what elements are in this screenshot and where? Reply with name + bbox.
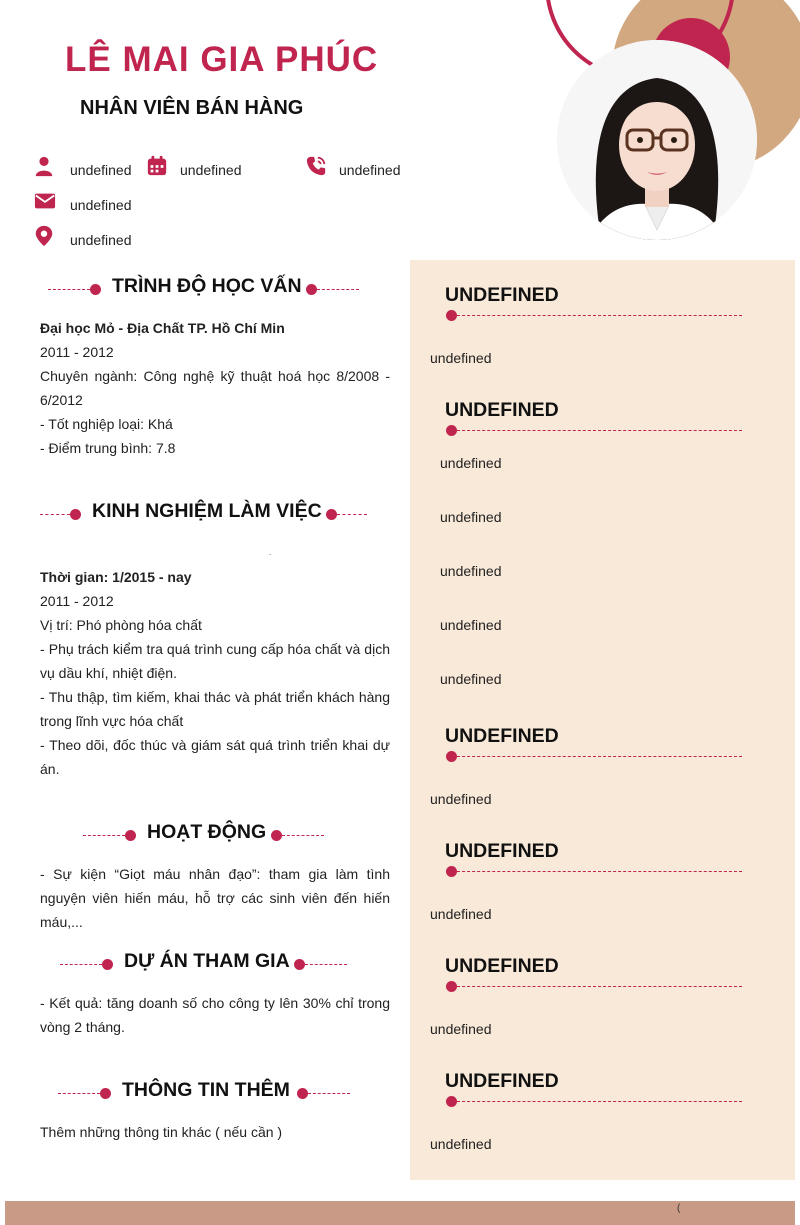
bullet-dot — [446, 981, 457, 992]
experience-duty: - Thu thập, tìm kiếm, khai thác và phát triển khách hàng trong lĩnh vực hóa chất — [40, 689, 390, 729]
bullet-dot — [297, 1088, 308, 1099]
right-panel — [410, 260, 795, 1180]
bullet-dot — [70, 509, 81, 520]
right-section-text: undefined — [430, 791, 492, 807]
experience-duty: - Theo dõi, đốc thúc và giám sát quá trình triển khai dự án. — [40, 737, 390, 777]
dashed-divider — [457, 756, 742, 757]
right-section-title: UNDEFINED — [445, 725, 559, 747]
section-title: THÔNG TIN THÊM — [122, 1079, 290, 1101]
right-list-item: undefined — [440, 617, 502, 633]
phone-icon — [305, 155, 327, 177]
education-rank: - Tốt nghiệp loại: Khá — [40, 416, 173, 432]
contact-birthday: undefined — [180, 162, 242, 178]
bullet-dot — [326, 509, 337, 520]
right-section-title: UNDEFINED — [445, 284, 559, 306]
section-heading-extra — [58, 1079, 350, 1109]
experience-content — [40, 565, 390, 781]
extra-content — [40, 1120, 390, 1144]
right-list-item: undefined — [440, 509, 502, 525]
experience-time: Thời gian: 1/2015 - nay — [40, 569, 192, 585]
right-list-item: undefined — [440, 455, 502, 471]
contact-address: undefined — [70, 232, 132, 248]
activities-content — [40, 862, 390, 934]
candidate-name: LÊ MAI GIA PHÚC — [65, 40, 379, 79]
right-section-title: UNDEFINED — [445, 840, 559, 862]
bullet-dot — [102, 959, 113, 970]
right-section-title: UNDEFINED — [445, 1070, 559, 1092]
right-list-item: undefined — [440, 671, 502, 687]
section-heading-projects — [60, 950, 348, 980]
job-title: NHÂN VIÊN BÁN HÀNG — [80, 97, 304, 119]
bullet-dot — [446, 425, 457, 436]
bullet-dot — [446, 751, 457, 762]
experience-duty: - Phụ trách kiểm tra quá trình cung cấp hóa chất và dịch vụ dầu khí, nhiệt điện. — [40, 641, 390, 681]
right-section-text: undefined — [430, 1021, 492, 1037]
dashed-divider — [457, 986, 742, 987]
activities-text: - Sự kiện “Giọt máu nhân đạo”: tham gia làm tình nguyện viên hiến máu, hỗ trợ các sinh viên đến hiến máu,... — [40, 866, 390, 930]
bullet-dot — [125, 830, 136, 841]
dashed-divider — [457, 1101, 742, 1102]
experience-position: Vị trí: Phó phòng hóa chất — [40, 617, 202, 633]
dashed-divider — [457, 315, 742, 316]
right-section-title: UNDEFINED — [445, 399, 559, 421]
contact-name: undefined — [70, 162, 132, 178]
right-section-title: UNDEFINED — [445, 955, 559, 977]
right-section-text: undefined — [430, 906, 492, 922]
education-major: Chuyên ngành: Công nghệ kỹ thuật hoá học 8/2008 - 6/2012 — [40, 368, 390, 408]
email-icon — [34, 190, 56, 212]
projects-text: - Kết quả: tăng doanh số cho công ty lên 30% chỉ trong vòng 2 tháng. — [40, 995, 390, 1035]
section-title: TRÌNH ĐỘ HỌC VẤN — [112, 275, 302, 297]
contact-phone: undefined — [339, 162, 401, 178]
avatar-photo — [557, 40, 757, 240]
bullet-dot — [100, 1088, 111, 1099]
section-title: DỰ ÁN THAM GIA — [124, 950, 290, 972]
dashed-divider — [457, 430, 742, 431]
extra-text: Thêm những thông tin khác ( nếu cần ) — [40, 1124, 283, 1140]
section-heading-experience — [40, 500, 368, 530]
section-title: HOẠT ĐỘNG — [147, 821, 267, 843]
contact-email: undefined — [70, 197, 132, 213]
bullet-dot — [446, 866, 457, 877]
projects-content — [40, 991, 390, 1039]
experience-period: 2011 - 2012 — [40, 593, 114, 609]
section-heading-activities — [83, 821, 325, 851]
bullet-dot — [90, 284, 101, 295]
bullet-dot — [446, 1096, 457, 1107]
right-section-text: undefined — [430, 1136, 492, 1152]
right-list-item: undefined — [440, 563, 502, 579]
section-title: KINH NGHIỆM LÀM VIỆC — [92, 500, 322, 522]
bullet-dot — [306, 284, 317, 295]
bullet-dot — [271, 830, 282, 841]
calendar-icon — [146, 155, 168, 177]
right-section-text: undefined — [430, 350, 492, 366]
education-content — [40, 316, 390, 460]
bullet-dot — [446, 310, 457, 321]
person-icon — [33, 155, 55, 177]
location-icon — [33, 225, 55, 247]
footer-mark: ( — [677, 1203, 681, 1214]
section-heading-education — [48, 275, 360, 305]
bullet-dot — [294, 959, 305, 970]
dashed-divider — [457, 871, 742, 872]
education-period: 2011 - 2012 — [40, 344, 114, 360]
education-gpa: - Điểm trung bình: 7.8 — [40, 440, 176, 456]
education-school: Đại học Mỏ - Địa Chất TP. Hồ Chí Min — [40, 320, 285, 336]
stray-mark: . — [269, 548, 272, 557]
